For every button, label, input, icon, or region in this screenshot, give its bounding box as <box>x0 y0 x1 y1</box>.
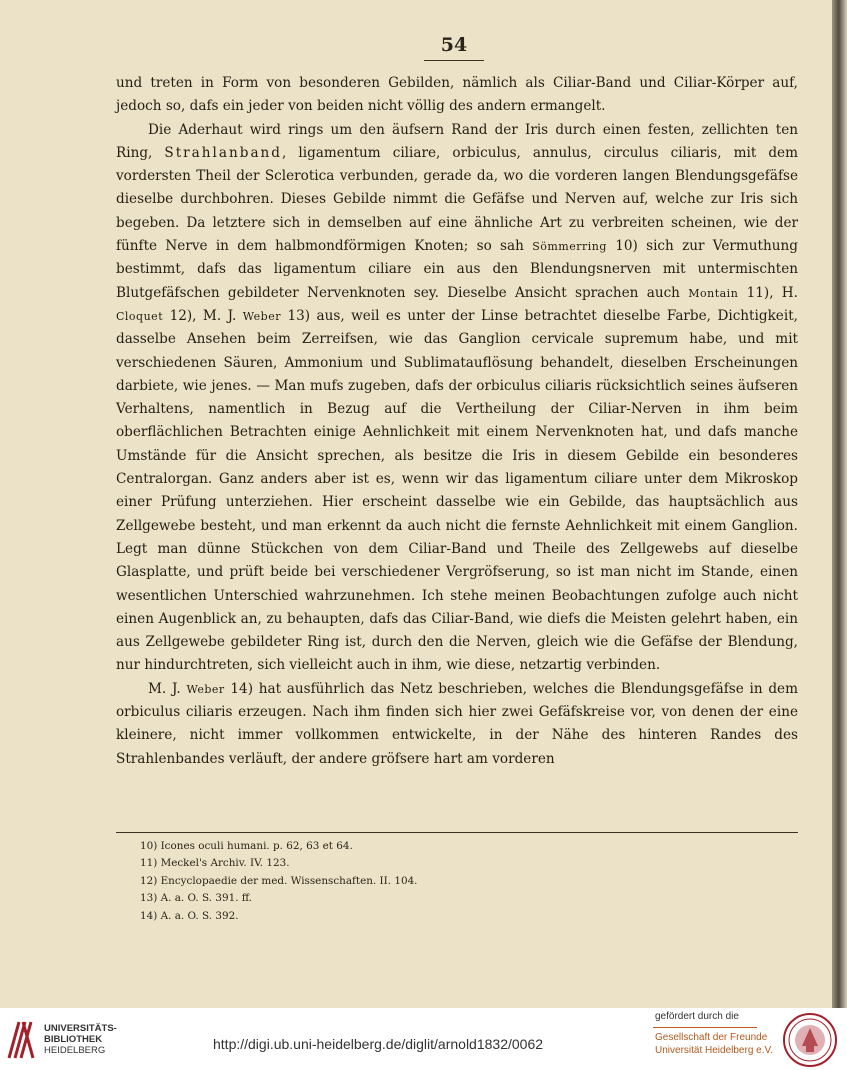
source-url-link[interactable]: http://digi.ub.uni-heidelberg.de/diglit/arnold1832/0062 <box>213 1036 544 1052</box>
sponsor-name <box>655 1031 773 1057</box>
sponsor-name-line: Universität Heidelberg e.V. <box>655 1045 774 1056</box>
text-segment: Weber <box>186 682 225 696</box>
footnote: 11) Meckel's Archiv. IV. 123. <box>140 857 290 870</box>
sponsor-name-line: Gesellschaft der Freunde <box>655 1032 768 1043</box>
footnote: 12) Encyclopaedie der med. Wissenschaften. II. 104. <box>140 874 418 887</box>
footer-bar <box>0 1008 847 1070</box>
sponsor-divider <box>653 1027 757 1028</box>
header-rule <box>424 60 484 61</box>
library-logo-icon <box>6 1018 36 1062</box>
body-paragraph <box>116 678 798 771</box>
page-edge-shadow <box>832 0 847 1008</box>
footnote: 13) A. a. O. S. 391. ff. <box>140 892 253 905</box>
text-segment: 10) sich zur Vermuthung bestimmt, dafs das ligamentum ciliare ein aus den Blendungsnerven mit untermischten Blutgefäfschen gebildeter Nervenknoten sey. Dieselbe Ansicht sprachen auch <box>116 238 798 301</box>
sponsor-lead-text: gefördert durch die <box>655 1011 739 1022</box>
text-segment: Sömmerring <box>532 240 607 254</box>
footnote: 10) Icones oculi humani. p. 62, 63 et 64. <box>140 840 353 852</box>
text-segment: Weber <box>242 309 281 323</box>
library-name-line: BIBLIOTHEK <box>44 1034 103 1045</box>
footnote: 14) A. a. O. S. 392. <box>140 909 239 922</box>
text-segment: Cloquet <box>116 309 164 323</box>
text-segment: , ligamentum ciliare, orbiculus, annulus, circulus ciliaris, mit dem vordersten Theil der Sclerotica verbunden, gerade da, wo die vorderen langen Blendungsgefäfse dieselbe durchbohren. Dieses Gebilde nimmt die Gefäfse und Nerven auf, welche zur Iris sich begeben. Da letztere sich in demselben auf eine ähnliche Art zu verbreiten scheinen, wie der fünfte Nerve in dem halbmondförmigen Knoten; so sah <box>116 144 798 255</box>
text-segment: Strahlanband <box>164 144 283 161</box>
text-segment: Die Aderhaut wird rings um den äufsern Rand der Iris durch einen festen, zellichten ten Ring, <box>116 121 798 161</box>
text-segment: Montain <box>688 286 739 300</box>
footnote-rule <box>116 832 798 833</box>
body-paragraph <box>116 119 798 678</box>
text-segment: 11), H. <box>738 284 798 301</box>
library-name-line: HEIDELBERG <box>44 1045 106 1056</box>
body-paragraph <box>116 72 798 119</box>
library-name <box>44 1023 117 1056</box>
text-segment: 12), M. J. <box>163 307 243 324</box>
text-segment: und treten in Form von besonderen Gebilden, nämlich als Ciliar-Band und Ciliar-Körper auf, jedoch so, dafs ein jeder von beiden nicht völlig des andern ermangelt. <box>116 75 798 115</box>
footnotes <box>140 838 780 925</box>
text-segment: M. J. <box>148 680 187 697</box>
page-number: 54 <box>440 34 468 56</box>
text-segment: 13) aus, weil es unter der Linse betrachtet dieselbe Farbe, Dichtigkeit, dasselbe Ansehen beim Zerreifsen, wie das Ganglion cervicale supremum habe, und mit verschiedenen Säuren, Ammonium und Sublimatauflösung behandelt, dieselben Erscheinungen darbiete, wie jenes. — Man mufs zugeben, dafs der orbiculus ciliaris rücksichtlich seines äufseren Verhaltens, namentlich in Bezug auf die Vertheilung der Ciliar-Nerven in ihm beim oberflächlichen Betrachten einige Aehnlichkeit mit einem Nervenknoten hat, und dafs manche Umstände für die Ansicht sprechen, als besitze die Iris in diesem Gebilde ein besonderes Centralorgan. Ganz anders aber ist es, wenn wir das ligamentum ciliare unter dem Mikroskop einer Prüfung unterziehen. Hier erscheint dasselbe wie ein Gebilde, das hauptsächlich aus Zellgewebe besteht, und man erkennt da auch nicht die fernste Aehnlichkeit mit einem Ganglion. Legt man dünne Stückchen von dem Ciliar-Band und Theile des Zellgewebs auf dieselbe Glasplatte, und prüft beide bei verschiedener Vergröfserung, so ist man nicht im Stande, einen wesentlichen Unterschied wahrzunehmen. Ich stehe meinen Beobachtungen zufolge auch nicht einen Augenblick an, zu behaupten, dafs das Ciliar-Band, wie diefs die Meisten gelehrt haben, ein aus Zellgewebe gebildeter Ring ist, durch den die Nerven, gleich wie die Gefäfse der Blendung, nur hindurchtreten, sich vielleicht auch in ihm, wie diese, netzartig verbinden. <box>116 307 798 674</box>
text-segment: 14) hat ausführlich das Netz beschrieben, welches die Blendungsgefäfse in dem orbiculus ciliaris erzeugen. Nach ihm finden sich hier zwei Gefäfskreise vor, von denen der eine kleinere, nicht immer vollkommen entwickelte, in der Nähe des hinteren Randes des Strahlenbandes verläuft, der andere gröfsere hart am vorderen <box>116 680 798 767</box>
university-seal-icon <box>782 1012 838 1068</box>
library-name-line: UNIVERSITÄTS- <box>44 1023 117 1034</box>
body-text <box>116 72 798 771</box>
